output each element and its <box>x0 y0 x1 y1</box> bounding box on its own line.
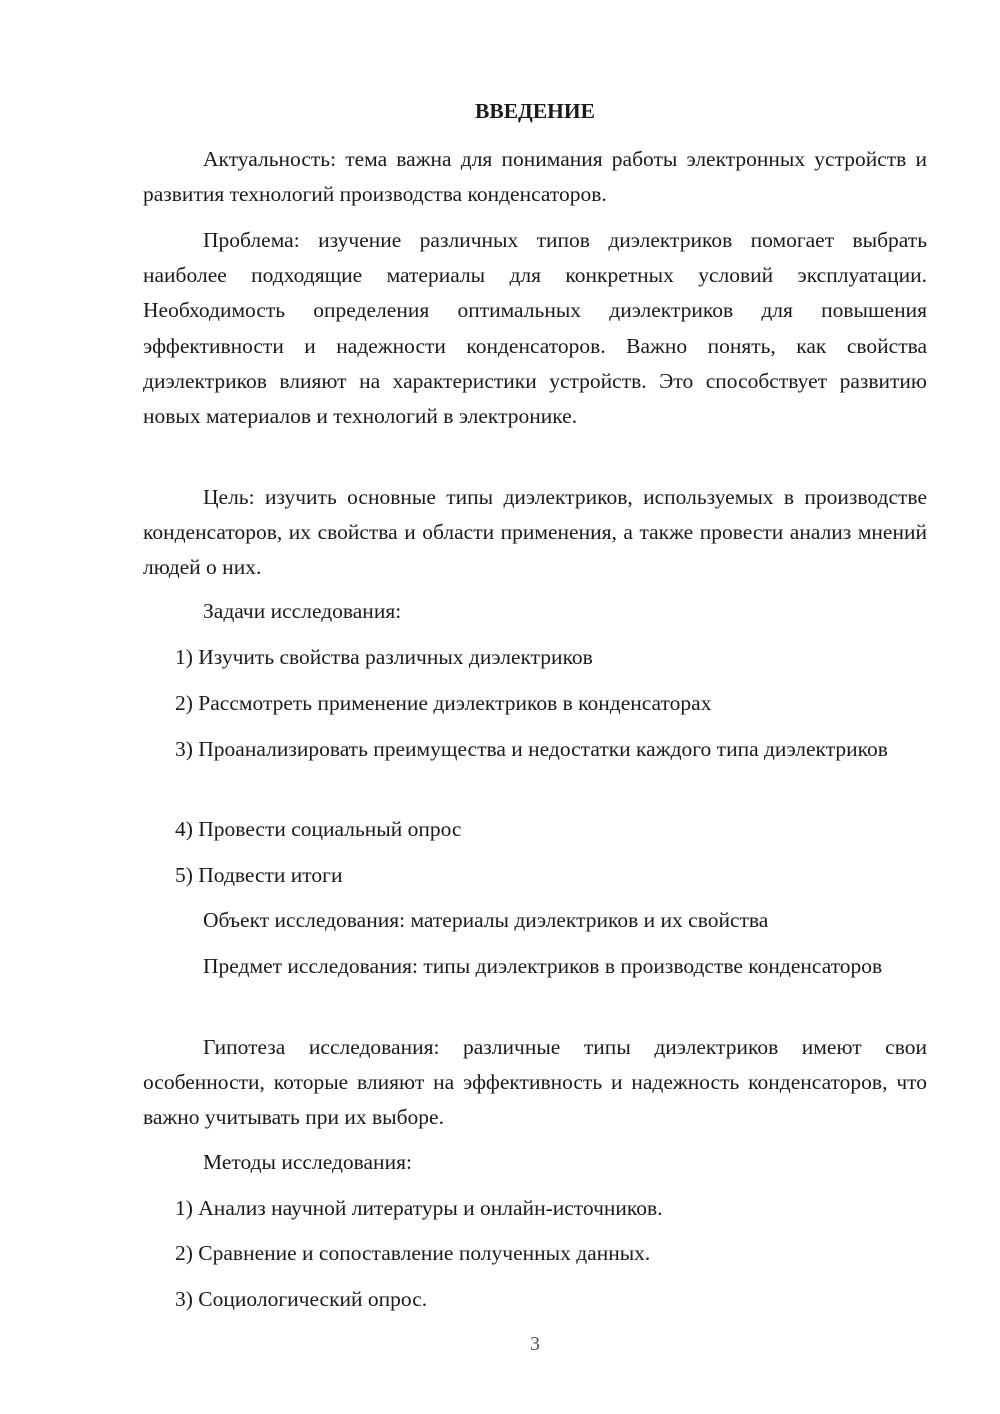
goal-paragraph: Цель: изучить основные типы диэлектриков, используемых в производстве конденсаторов, их свойства и области применения, а также провести анализ мнений людей о них. <box>143 485 927 580</box>
subject-paragraph: Предмет исследования: типы диэлектриков в производстве конденсаторов <box>203 954 883 978</box>
task-item-1: 1) Изучить свойства различных диэлектриков <box>175 645 593 669</box>
method-item-2: 2) Сравнение и сопоставление полученных данных. <box>175 1241 651 1265</box>
relevance-paragraph: Актуальность: тема важна для понимания работы электронных устройств и развития технологий производства конденсаторов. <box>143 147 927 207</box>
methods-heading: Методы исследования: <box>203 1150 412 1174</box>
page-title: ВВЕДЕНИЕ <box>475 99 595 123</box>
task-item-5: 5) Подвести итоги <box>175 863 343 887</box>
method-item-3: 3) Социологический опрос. <box>175 1287 428 1311</box>
task-item-3: 3) Проанализировать преимущества и недостатки каждого типа диэлектриков <box>175 737 888 761</box>
object-paragraph: Объект исследования: материалы диэлектриков и их свойства <box>203 908 769 932</box>
task-item-4: 4) Провести социальный опрос <box>175 817 462 841</box>
problem-paragraph: Проблема: изучение различных типов диэлектриков помогает выбрать наиболее подходящие материалы для конкретных условий эксплуатации. Необходимость определения оптимальных диэлектриков для повышения эффективности и надежности конденсаторов. Важно понять, как свойства диэлектриков влияют на характеристики устройств. Это способствует развитию новых материалов и технологий в электронике. <box>143 228 927 429</box>
tasks-heading: Задачи исследования: <box>203 599 402 623</box>
page-number: 3 <box>530 1333 540 1355</box>
task-item-2: 2) Рассмотреть применение диэлектриков в конденсаторах <box>175 691 712 715</box>
hypothesis-paragraph: Гипотеза исследования: различные типы диэлектриков имеют свои особенности, которые влияют на эффективность и надежность конденсаторов, что важно учитывать при их выборе. <box>143 1035 927 1130</box>
method-item-1: 1) Анализ научной литературы и онлайн-источников. <box>175 1196 663 1220</box>
